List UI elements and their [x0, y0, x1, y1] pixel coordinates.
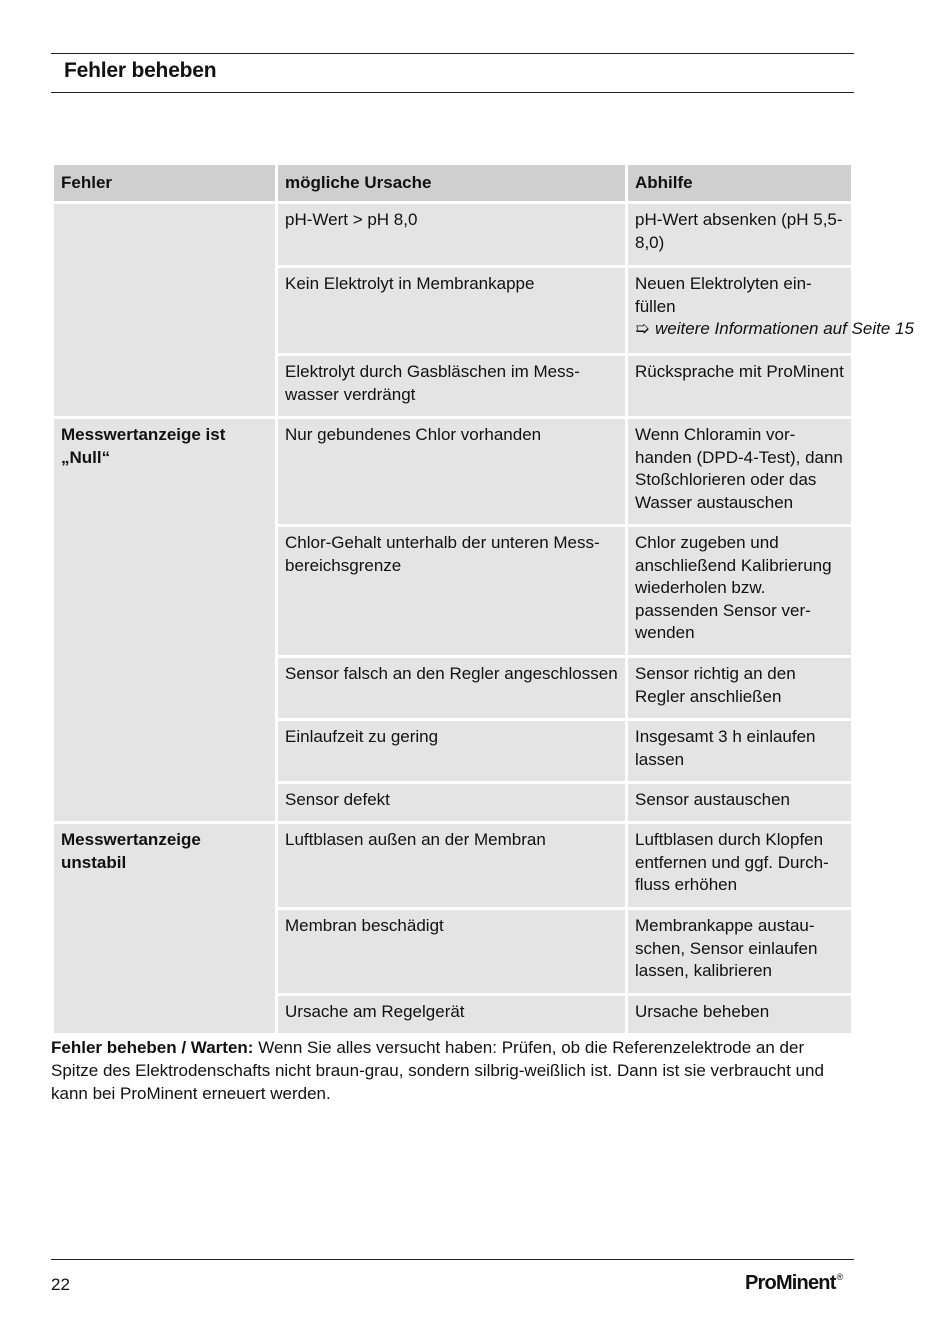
cause-cell: Einlaufzeit zu gering	[278, 721, 625, 781]
header-rule-bottom	[51, 92, 854, 93]
cause-cell: Chlor-Gehalt unterhalb der unteren Messbereichsgrenze	[278, 527, 625, 655]
remedy-cell: Luftblasen durch Klopfen entfernen und ggf. Durchfluss erhöhen	[628, 824, 851, 907]
page-reference-text: weitere Informationen auf Seite 15	[655, 319, 914, 338]
error-cell: Messwertanzeige unstabil	[54, 824, 275, 1033]
remedy-cell: Wenn Chloramin vorhanden (DPD-4-Test), dann Stoßchlorieren oder das Wasser austauschen	[628, 419, 851, 524]
header-rule-top	[51, 53, 854, 54]
cause-cell: Elektrolyt durch Gasbläschen im Messwasser verdrängt	[278, 356, 625, 416]
error-cell: Messwertanzeige ist „Null“	[54, 419, 275, 821]
column-header-cause: mögliche Ursache	[278, 165, 625, 201]
reference-arrow-icon: ➯	[635, 319, 650, 338]
remedy-cell: pH-Wert absenken (pH 5,5-8,0)	[628, 204, 851, 265]
table-header-row	[54, 165, 851, 201]
cause-cell: Membran beschädigt	[278, 910, 625, 993]
note-label: Fehler beheben / Warten:	[51, 1038, 254, 1057]
page-title: Fehler beheben	[64, 59, 217, 82]
remedy-cell: Membrankappe austauschen, Sensor einlaufen lassen, kalibrieren	[628, 910, 851, 993]
cause-cell: Ursache am Regelgerät	[278, 996, 625, 1033]
registered-mark: ®	[836, 1272, 843, 1282]
remedy-cell: Chlor zugeben und anschließend Kalibrierung wiederholen bzw. passenden Sensor verwenden	[628, 527, 851, 655]
table-row	[54, 824, 851, 907]
table-row	[54, 204, 851, 265]
prominent-logo	[745, 1272, 842, 1295]
maintenance-note	[51, 1037, 854, 1105]
remedy-cell: Rücksprache mit ProMinent	[628, 356, 851, 416]
error-cell	[54, 204, 275, 416]
troubleshooting-table	[51, 162, 914, 1036]
cause-cell: Nur gebundenes Chlor vorhanden	[278, 419, 625, 524]
footer-rule	[51, 1259, 854, 1260]
cause-cell: Luftblasen außen an der Membran	[278, 824, 625, 907]
remedy-cell: Insgesamt 3 h einlaufen lassen	[628, 721, 851, 781]
column-header-remedy: Abhilfe	[628, 165, 851, 201]
page-number: 22	[51, 1275, 70, 1294]
cause-cell: pH-Wert > pH 8,0	[278, 204, 625, 265]
logo-text: ProMinent	[745, 1272, 836, 1294]
remedy-cell	[628, 268, 914, 353]
note-text: Wenn Sie alles versucht haben: Prüfen, ob die Referenzelektrode an der Spitze des Elektrodenschafts nicht braun-grau, sondern silbrig-weißlich ist. Dann ist sie verbraucht und kann bei ProMinent erneuert werden.	[51, 1038, 824, 1103]
column-header-error: Fehler	[54, 165, 275, 201]
cause-cell: Sensor falsch an den Regler angeschlossen	[278, 658, 625, 718]
table-row	[54, 419, 851, 524]
remedy-cell: Ursache beheben	[628, 996, 851, 1033]
cause-cell: Kein Elektrolyt in Membrankappe	[278, 268, 625, 353]
remedy-text: Neuen Elektrolyten einfüllen	[635, 274, 812, 316]
remedy-cell: Sensor austauschen	[628, 784, 851, 821]
cause-cell: Sensor defekt	[278, 784, 625, 821]
remedy-cell: Sensor richtig an den Regler anschließen	[628, 658, 851, 718]
